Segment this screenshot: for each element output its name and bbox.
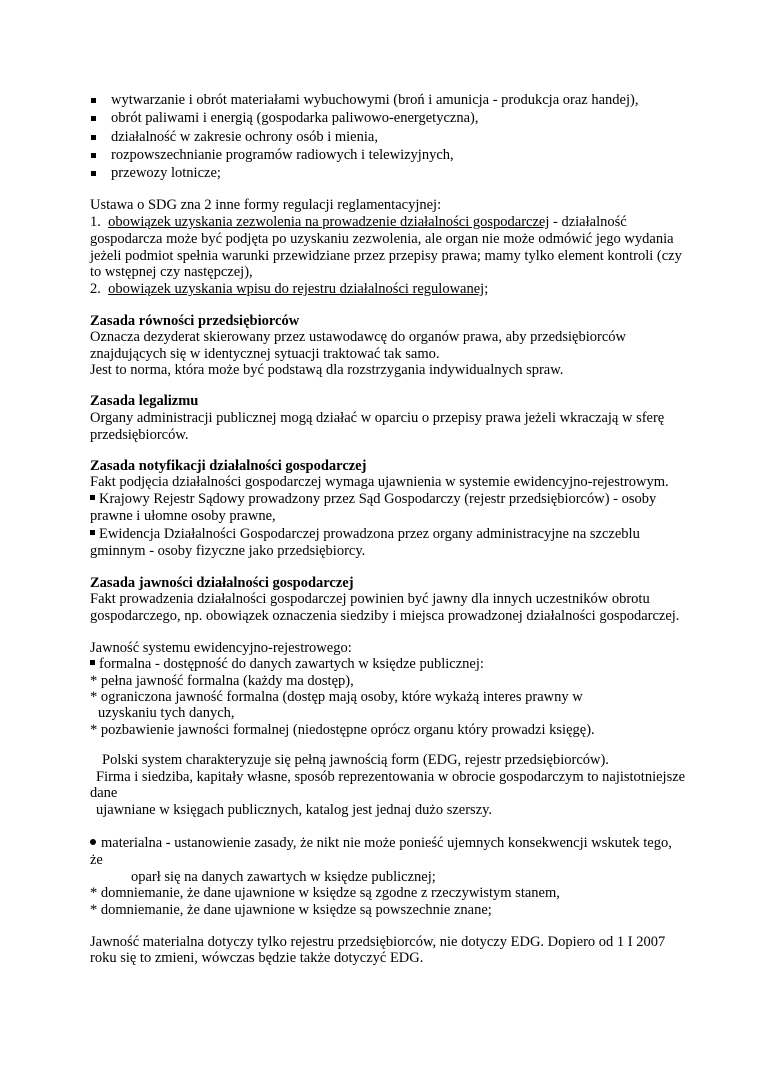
square-bullet-icon [91,135,96,140]
paragraph-line: Firma i siedziba, kapitały własne, sposób reprezentowania w obrocie gospodarczym to najistotniejsze [96,769,686,785]
paragraph-line: * ograniczona jawność formalna (dostęp mają osoby, które wykażą interes prawny w [90,689,583,705]
list-item: formalna - dostępność do danych zawartych w księdze publicznej: [90,656,484,673]
paragraph-line: dane [90,785,118,801]
square-bullet-icon [90,660,95,665]
paragraph-line: Oznacza dezyderat skierowany przez ustawodawcę do organów prawa, aby przedsiębiorców [90,329,626,345]
paragraph-line: Jest to norma, która może być podstawą dla rozstrzygania indywidualnych spraw. [90,362,564,378]
paragraph-line: uzyskaniu tych danych, [98,705,235,721]
paragraph-line: przedsiębiorców. [90,427,189,443]
paragraph-line: oparł się na danych zawartych w księdze publicznej; [131,869,436,885]
paragraph-line: że [90,852,103,868]
paragraph-line: Polski system charakteryzuje się pełną jawnością form (EDG, rejestr przedsiębiorców). [102,752,609,768]
sdg-item-2: 2. obowiązek uzyskania wpisu do rejestru działalności regulowanej; [90,281,489,297]
list-item: Ewidencja Działalności Gospodarczej prowadzona przez organy administracyjne na szczeblu [90,526,640,543]
square-bullet-icon [91,98,96,103]
heading-jawnosc: Zasada jawności działalności gospodarczej [90,575,354,591]
sdg-intro: Ustawa o SDG zna 2 inne formy regulacji reglamentacyjnej: [90,197,442,213]
paragraph-line: prawne i ułomne osoby prawne, [90,508,276,524]
paragraph-line: Fakt podjęcia działalności gospodarczej wymaga ujawnienia w systemie ewidencyjno-rejestrowym. [90,474,669,490]
document-page: wytwarzanie i obrót materiałami wybuchowymi (broń i amunicja - produkcja oraz handej), obrót paliwami i energią (gospodarka paliwowo-energetyczna), działalność w zakresie ochrony osób i mienia, rozpowszechnianie programów radiowych i telewizyjnych, przewozy lotnicze; Ustawa o SDG zna 2 inne formy regulacji reglamentacyjnej: 1. obowiązek uzyskania zezwolenia na prowadzenie działalności gospodarczej - działalność gospodarcza może być podjęta po uzyskaniu zezwolenia, ale organ nie może odmówić jego wydania jeżeli podmiot spełnia warunki przewidziane przez przepisy prawa; mamy tylko element kontroli (czy to wstępnej czy następczej), 2. obowiązek uzyskania wpisu do rejestru działalności regulowanej; Zasada równości przedsiębiorców Oznacza dezyderat skierowany przez ustawodawcę do organów prawa, aby przedsiębiorców znajdujących się w identycznej sytuacji traktować tak samo. Jest to norma, która może być podstawą dla rozstrzygania indywidualnych spraw. Zasada legalizmu Organy administracji publicznej mogą działać w oparciu o przepisy prawa jeżeli wkraczają w sferę przedsiębiorców. Zasada notyfikacji działalności gospodarczej Fakt podjęcia działalności gospodarczej wymaga ujawnienia w systemie ewidencyjno-rejestrowym. Krajowy Rejestr Sądowy prowadzony przez Sąd Gospodarczy (rejestr przedsiębiorców) - osoby prawne i ułomne osoby prawne, Ewidencja Działalności Gospodarczej prowadzona przez organy administracyjne na szczeblu gminnym - osoby fizyczne jako przedsiębiorcy. Zasada jawności działalności gospodarczej Fakt prowadzenia działalności gospodarczej powinien być jawny dla innych uczestników obrotu gospodarczego, np. obowiązek oznaczenia siedziby i miejsca prowadzonej działalności gospodarczej. Jawność systemu ewidencyjno-rejestrowego: formalna - dostępność do danych zawartych w księdze publicznej: * pełna jawność formalna (każdy ma dostęp), * ograniczona jawność formalna (dostęp mają osoby, które wykażą interes prawny w uzyskaniu tych danych, * pozbawienie jawności formalnej (niedostępne oprócz organu który prowadzi księgę). Polski system charakteryzuje się pełną jawnością form (EDG, rejestr przedsiębiorców). Firma i siedziba, kapitały własne, sposób reprezentowania w obrocie gospodarczym to najistotniejsze dane ujawniane w księgach publicznych, katalog jest jednaj dużo szerszy. materialna - ustanowienie zasady, że nikt nie może ponieść ujemnych konsekwencji wskutek tego, że oparł się na danych zawartych w księdze publicznej; * domniemanie, że dane ujawnione w księdze są zgodne z rzeczywistym stanem, * domniemanie, że dane ujawnione w księdze są powszechnie znane; Jawność materialna dotyczy tylko rejestru przedsiębiorców, nie dotyczy EDG. Dopiero od 1 I 2007 roku się to zmieni, wówczas będzie także dotyczyć EDG. [90,92,686,966]
paragraph-line: * domniemanie, że dane ujawnione w księdze są zgodne z rzeczywistym stanem, [90,885,560,901]
paragraph-line: ujawniane w księgach publicznych, katalog jest jednaj dużo szerszy. [96,802,493,818]
paragraph-line: jeżeli podmiot spełnia warunki przewidziane przez przepisy prawa; mamy tylko element kontroli (czy [90,248,682,264]
paragraph-line: * pozbawienie jawności formalnej (niedostępne oprócz organu który prowadzi księgę). [90,722,595,738]
paragraph-line: roku się to zmieni, wówczas będzie także dotyczyć EDG. [90,950,424,966]
paragraph-line: Jawność systemu ewidencyjno-rejestrowego: [90,640,352,656]
sdg-item-1: 1. obowiązek uzyskania zezwolenia na prowadzenie działalności gospodarczej - działalność [90,214,627,230]
heading-rownosc: Zasada równości przedsiębiorców [90,313,300,329]
square-bullet-icon [91,153,96,158]
paragraph-line: Organy administracji publicznej mogą działać w oparciu o przepisy prawa jeżeli wkraczają w sferę [90,410,665,426]
paragraph-line: to wstępnej czy następczej), [90,264,253,280]
paragraph-line: Jawność materialna dotyczy tylko rejestru przedsiębiorców, nie dotyczy EDG. Dopiero od 1 I 2007 [90,934,666,950]
paragraph-line: * pełna jawność formalna (każdy ma dostęp), [90,673,354,689]
square-bullet-icon [90,530,95,535]
heading-notyfikacja: Zasada notyfikacji działalności gospodarczej [90,458,367,474]
paragraph-line: znajdujących się w identycznej sytuacji traktować tak samo. [90,346,440,362]
list-item: Krajowy Rejestr Sądowy prowadzony przez Sąd Gospodarczy (rejestr przedsiębiorców) - osoby [90,491,656,508]
paragraph-line: gospodarcza może być podjęta po uzyskaniu zezwolenia, ale organ nie może odmówić jego wydania [90,231,674,247]
square-bullet-icon [91,171,96,176]
paragraph-line: gospodarczego, np. obowiązek oznaczenia siedziby i miejsca prowadzonej działalności gospodarczej. [90,608,680,624]
list-item: materialna - ustanowienie zasady, że nikt nie może ponieść ujemnych konsekwencji wskutek tego, [90,835,672,852]
paragraph-line: Fakt prowadzenia działalności gospodarczej powinien być jawny dla innych uczestników obrotu [90,591,650,607]
paragraph-line: gminnym - osoby fizyczne jako przedsiębiorcy. [90,543,366,559]
round-bullet-icon [90,839,96,845]
square-bullet-icon [90,495,95,500]
paragraph-line: * domniemanie, że dane ujawnione w księdze są powszechnie znane; [90,902,492,918]
square-bullet-icon [91,116,96,121]
heading-legalizm: Zasada legalizmu [90,393,199,409]
